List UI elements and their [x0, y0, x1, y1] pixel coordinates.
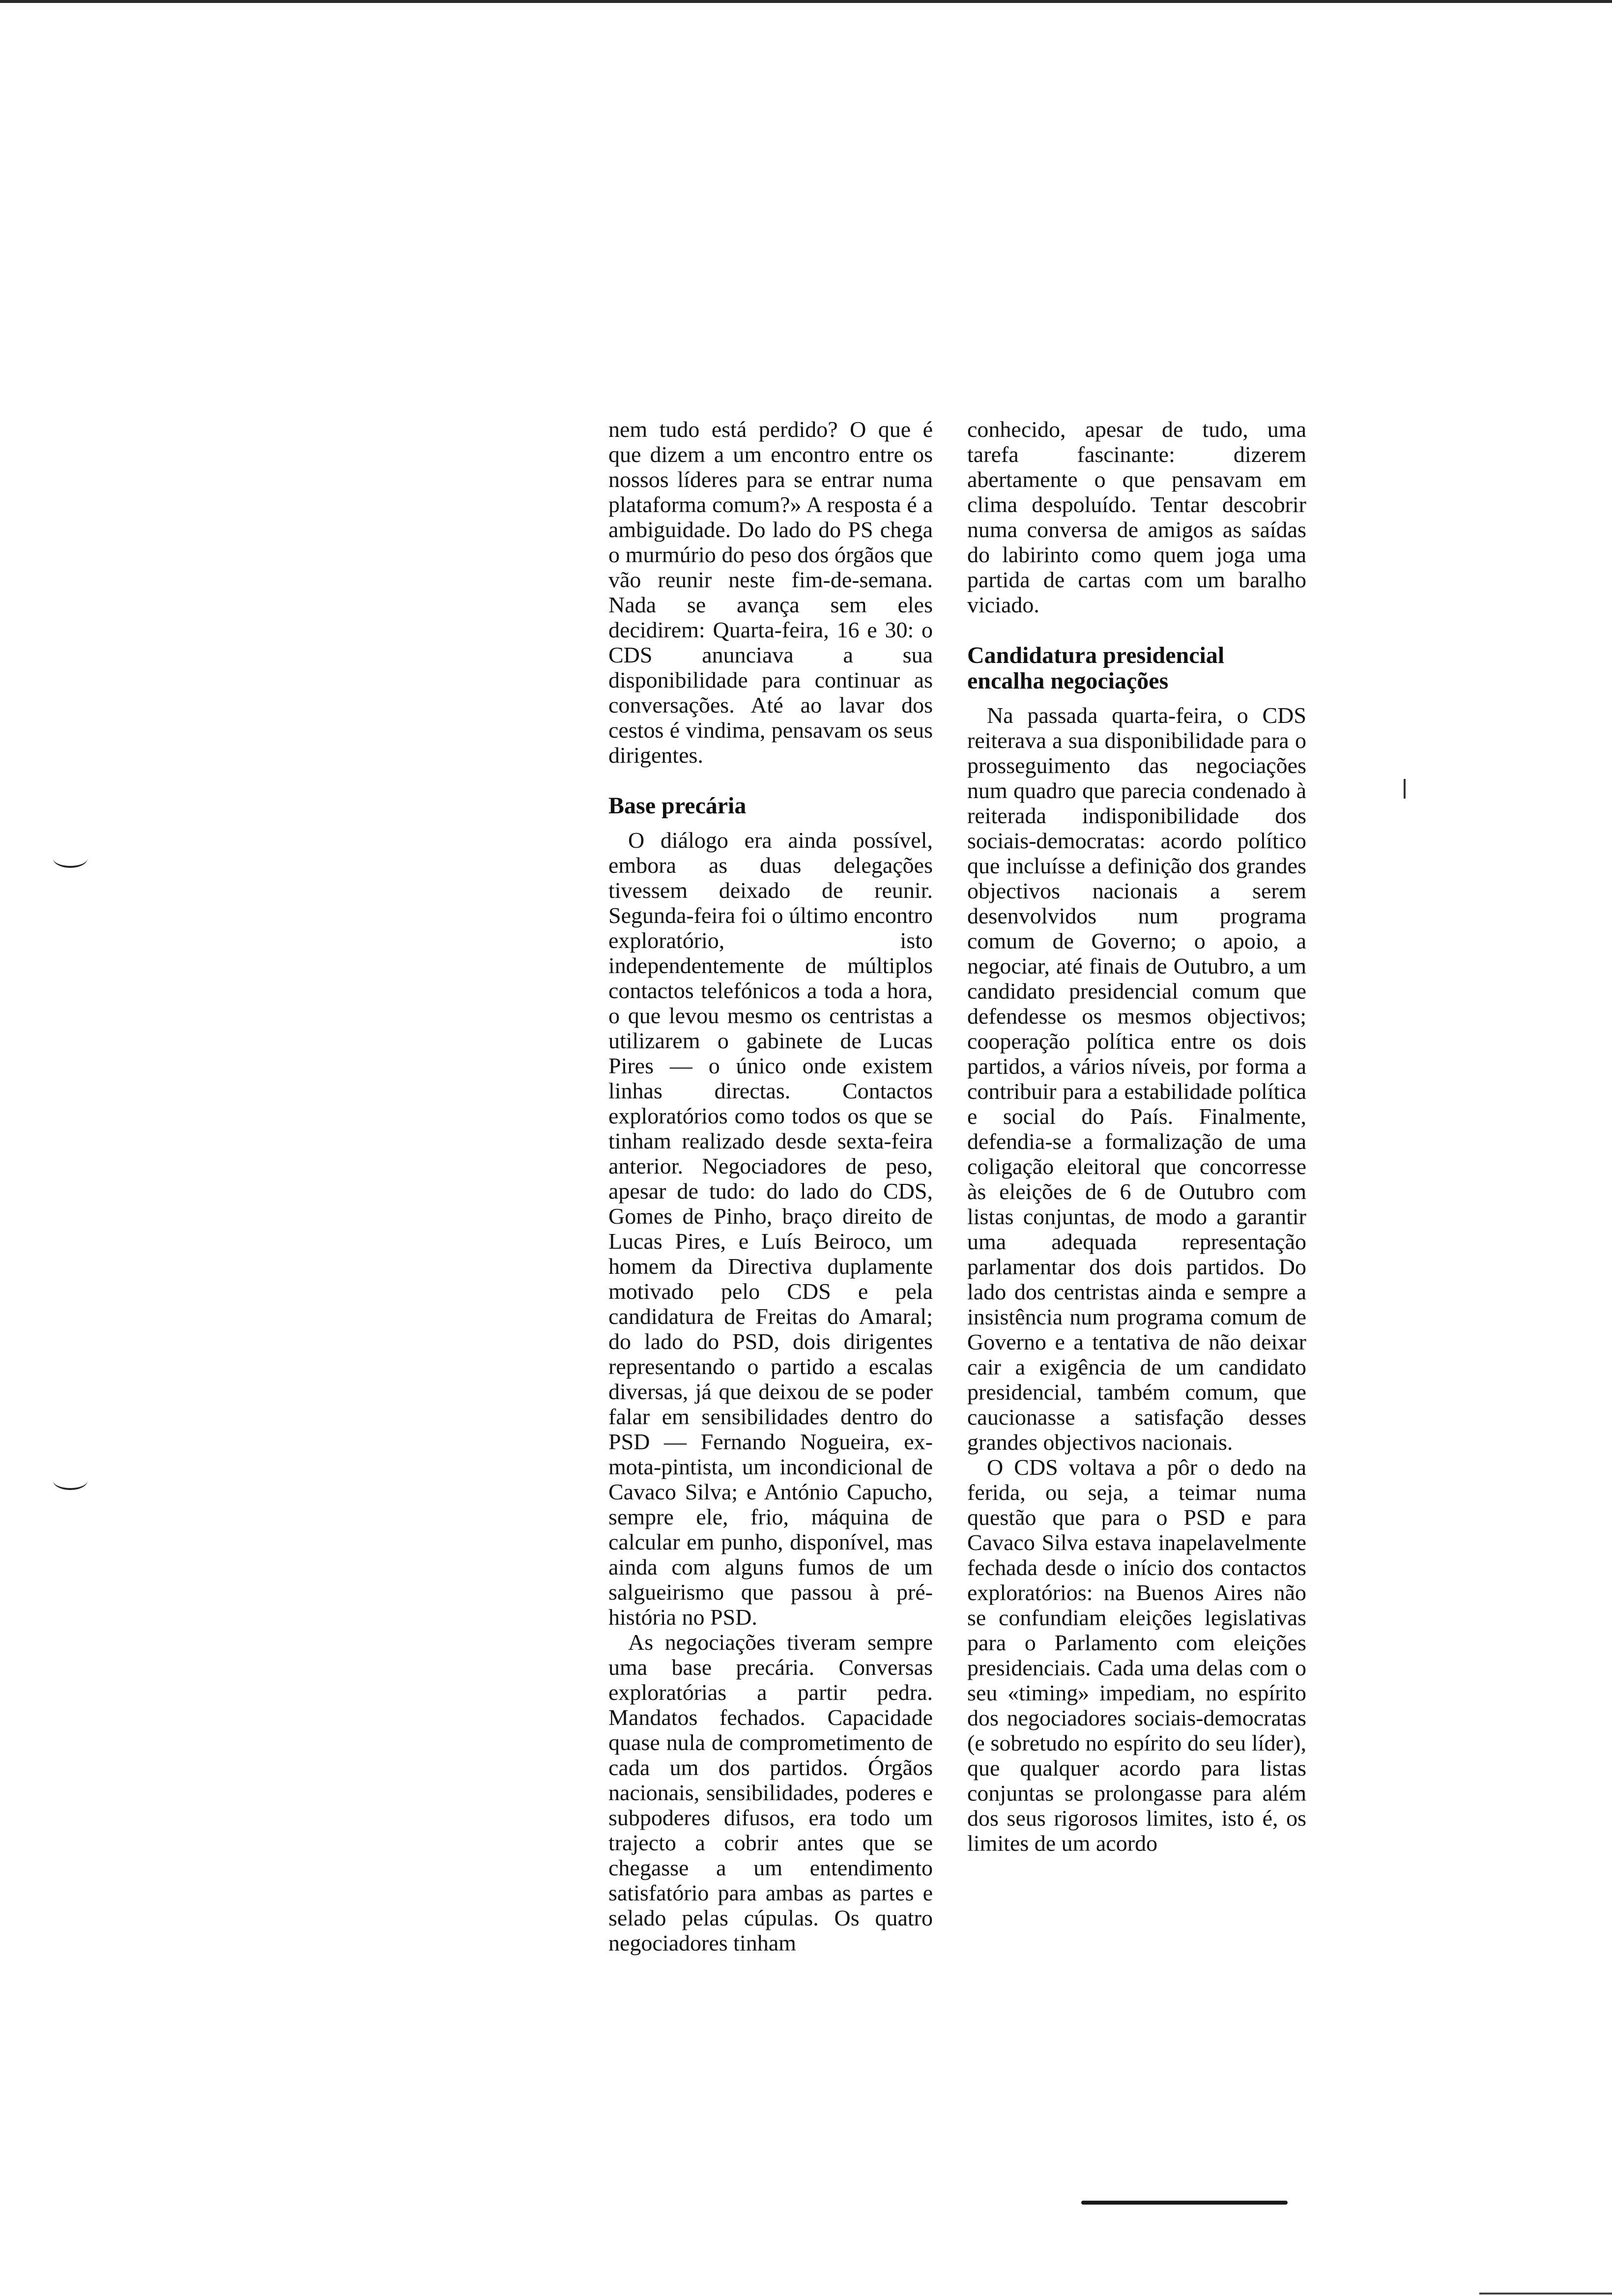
section-heading-base-precaria: Base precária — [608, 793, 747, 819]
right-paragraph-2: Na passada quarta-feira, o CDS reiterava a sua disponibilidade para o prosseguimento das negociações num quadro que parecia condenado à reiterada indisponibilidade dos sociais-democratas: acordo político que incluísse a definição dos grandes objectivos nacionais a serem desenvolvidos num programa comum de Governo; o apoio, a negociar, até finais de Outubro, a um candidato presidencial comum que defendesse os mesmos objectivos; cooperação política entre os dois partidos, a vários níveis, por forma a contribuir para a estabilidade política e social do País. Finalmente, defendia-se a formalização de uma coligação eleitoral que concorresse às eleições de 6 de Outubro com listas conjuntas, de modo a garantir uma adequada representação parlamentar dos dois partidos. Do lado dos centristas ainda e sempre a insistência num programa comum de Governo e a tentativa de não deixar cair a exigência de um candidato presidencial, também comum, que caucionasse a satisfação desses grandes objectivos nacionais. — [967, 703, 1306, 1455]
margin-binder-mark — [53, 849, 87, 868]
article-column-left — [608, 417, 933, 1955]
left-paragraph-1: nem tudo está perdido? O que é que dizem a um encontro entre os nossos líderes para se entrar numa plataforma comum?» A resposta é a ambiguidade. Do lado do PS chega o murmúrio do peso dos órgãos que vão reunir neste fim-de-semana. Nada se avança sem eles decidirem: Quarta-feira, 16 e 30: o CDS anunciava a sua disponibilidade para continuar as conversações. Até ao lavar dos cestos é vindima, pensavam os seus dirigentes. — [608, 417, 933, 768]
margin-tick-mark — [1404, 779, 1406, 799]
left-paragraph-2: O diálogo era ainda possível, embora as duas delegações tivessem deixado de reunir. Segunda-feira foi o último encontro exploratório, isto independentemente de múltiplos contactos telefónicos a toda a hora, o que levou mesmo os centristas a utilizarem o gabinete de Lucas Pires — o único onde existem linhas directas. Contactos exploratórios como todos os que se tinham realizado desde sexta-feira anterior. Negociadores de peso, apesar de tudo: do lado do CDS, Gomes de Pinho, braço direito de Lucas Pires, e Luís Beiroco, um homem da Directiva duplamente motivado pelo CDS e pela candidatura de Freitas do Amaral; do lado do PSD, dois dirigentes representando o partido a escalas diversas, já que deixou de se poder falar em sensibilidades dentro do PSD — Fernando Nogueira, ex-mota-pintista, um incondicional de Cavaco Silva; e António Capucho, sempre ele, frio, máquina de calcular em punho, disponível, mas ainda com alguns fumos de um salgueirismo que passou à pré-história no PSD. — [608, 828, 933, 1630]
top-edge-rule — [0, 0, 1612, 3]
column-end-rule — [1081, 2201, 1288, 2205]
section-heading-candidatura: Candidatura presidencial encalha negociações — [967, 642, 1225, 694]
right-paragraph-3: O CDS voltava a pôr o dedo na ferida, ou seja, a teimar numa questão que para o PSD e para Cavaco Silva estava inapelavelmente fechada desde o início dos contactos exploratórios: na Buenos Aires não se confundiam eleições legislativas para o Parlamento com eleições presidenciais. Cada uma delas com o seu «timing» impediam, no espírito dos negociadores sociais-democratas (e sobretudo no espírito do seu líder), que qualquer acordo para listas conjuntas se prolongasse para além dos seus rigorosos limites, isto é, os limites de um acordo — [967, 1455, 1306, 1856]
left-paragraph-3: As negociações tiveram sempre uma base precária. Conversas exploratórias a partir pedra. Mandatos fechados. Capacidade quase nula de comprometimento de cada um dos partidos. Órgãos nacionais, sensibilidades, poderes e subpoderes difusos, era todo um trajecto a cobrir antes que se chegasse a um entendimento satisfatório para ambas as partes e selado pelas cúpulas. Os quatro negociadores tinham — [608, 1630, 933, 1955]
corner-scan-mark — [1479, 2293, 1612, 2295]
margin-binder-mark — [53, 1471, 87, 1490]
right-paragraph-1: conhecido, apesar de tudo, uma tarefa fascinante: dizerem abertamente o que pensavam em clima despoluído. Tentar descobrir numa conversa de amigos as saídas do labirinto como quem joga uma partida de cartas com um baralho viciado. — [967, 417, 1306, 617]
article-column-right — [967, 417, 1306, 1856]
